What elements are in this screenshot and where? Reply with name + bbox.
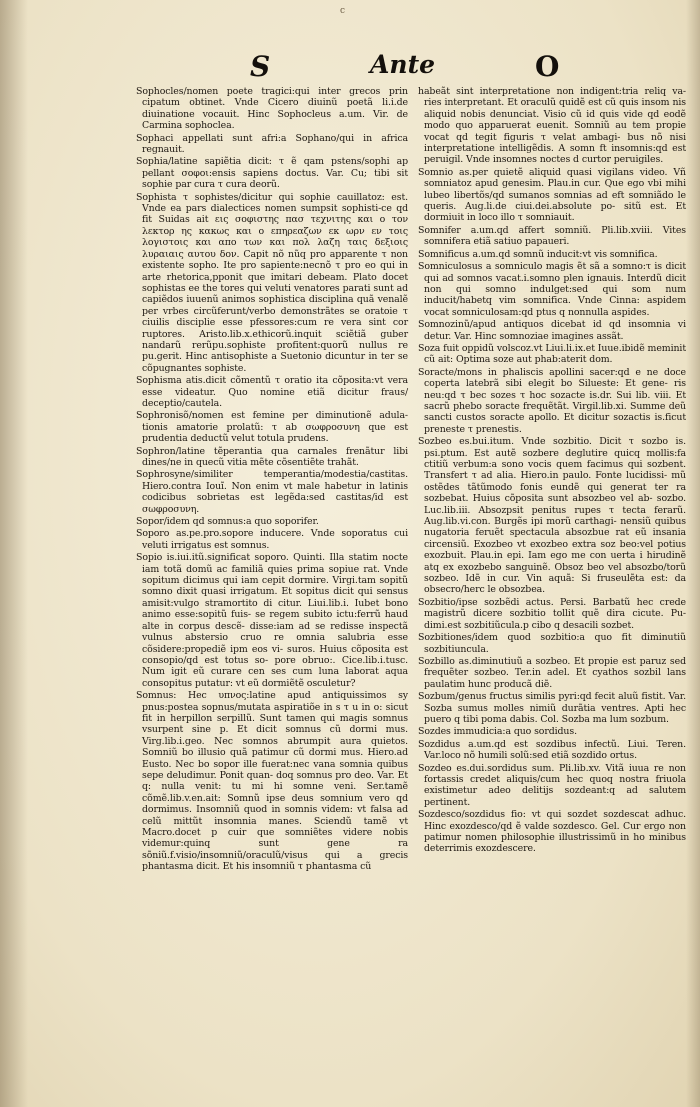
dictionary-entry: Sophron/latine tẽperantia qua carnales frenãtur libi dines/ne in quecũ vitia mẽte cõsentiẽte trahãt. <box>136 445 408 468</box>
dictionary-entry: habeãt sint interpretatione non indigent:tria reliq va- ries interpretant. Et oraculũ quidẽ est cũ quis insom nis aliquid nobis denunciat. Visio cũ id quis vide qd eodẽ modo quo apparuerat euenit. Somniũ au tem propie vocat qd tegit figuris τ velat ambagi- bus nõ nisi interpretatione intelligẽdis. A somn ft insomnis:qd est peruigil. Vnde insomnes noctes d curtor peruigiles. <box>418 86 686 166</box>
header-left-letter: S <box>250 50 271 83</box>
dictionary-entry: Sozbeo es.bui.itum. Vnde sozbitio. Dicit τ sozbo is. psi.ptum. Est autẽ sozbere deglutire quicq mollis:fa ctitiũ verbum:a sono vocis quem facimus qui sozbent. Transfert τ ad alia. Hiero.in paulo. Fonte lucidissi- mũ ostẽdes tãtũmodo fonis eundẽ qui generat ter ra sozbebat. Huius cõposita sunt absozbeo vel ab- sozbo. Luc.lib.iii. Absozpsit penitus rupes τ tecta ferarũ. Aug.lib.vi.con. Burgẽs ipi morũ carthagi- nensiũ quibus nugatoria feruẽt spectacula absozbue rat eũ insania circensiũ. Exozbeo vt exozbeo extra soz beo:vel potius exozbuit. Plau.in epi. Iam ego me con uerta i hirudinẽ atq ex exozbebo sanguinẽ. Obsoz beo vel absozbo/torũ sozbeo. Idẽ in cur. Vin aquã: Si fruseulẽta est: da obsecro/herc le obsozbea. <box>418 436 686 596</box>
dictionary-entry: Sopio is.iui.itũ.significat soporo. Quinti. Illa statim nocte iam totã domũ ac familiã quies prima sopiue rat. Vnde sopitum dicimus qui iam cepit dormire. Virgi.tam sopitũ somno dixit quasi irrigatum. Et sopitus dicit qui sensus amisit:vulgo stramortito di citur. Liui.lib.i. Iubet bono animo esse:sopitũ fuis- se regem subito ictu:ferrũ haud alte in corpus descẽ- disse:iam ad se redisse inspectã vulnus abstersio cruo re omnia salubria esse cõsidere:propediẽ ipm eos vi- suros. Huius cõposita est consopio/qd est totus so- pore obruo:. Cice.lib.i.tusc. Num igit eũ curare cen ses cum luna laborat aqua consopitus putatur: vt eũ dormiẽtẽ osculetur? <box>136 552 408 689</box>
dictionary-entry: Sozbitiones/idem quod sozbitio:a quo fit diminutiũ sozbitiuncula. <box>418 632 686 655</box>
dictionary-entry: Somniculosus a somniculo magis ẽt sã a somno:τ is dicit qui ad somnos vacat.i.somno plen ignauis. Interdũ dicit non qui somno indulget:sed qui som num inducit/habetq vim somnifica. Vnde Cinna: aspidem vocat somniculosam:qd ptus q nonnulla aspides. <box>418 261 686 318</box>
dictionary-entry: Somnus: Hec υπνος:latine apud antiquissimos sy pnus:postea sopnus/mutata aspiratiõe in s τ u in o: sicut fit in herpillon serpillũ. Sunt tamen qui magis somnus vsurpent sine p. Et dicit somnus cũ dormi mus. Virg.lib.i.geo. Nec somnos abrumpit aura quietos. Somniũ bo illusio quã patimur cũ dormi mus. Hiero.ad Eusto. Nec bo sopor ille fuerat:nec vana somnia quibus sepe deludimur. Ponit quan- doq somnus pro deo. Var. Et q: nulla venit: tu mi hi somne veni. Ser.tamẽ cõmẽ.lib.v.en.ait: Somnũ ipse deus somnium vero qd dormimus. Insomniũ quod in somnis videm: vt falsa ad celũ mittũt insomnia manes. Sciendũ tamẽ vt Macro.docet p cuir que somniẽtes videre nobis videmur:quinq sunt gene ra sõniũ.f.visio/insomniũ/oraculũ/visus qui a grecis phantasma dicit. Et his insomniũ τ phantasma cũ <box>136 690 408 873</box>
left-column <box>136 86 408 1086</box>
dictionary-entry: Sozbum/genus fructus similis pyri:qd fecit aluũ fistit. Var. Sozba sumus molles nimiũ durãtia ventres. Apti hec puero q tibi poma dabis. Col. Sozba ma lum sozbum. <box>418 691 686 725</box>
dictionary-entry: Sozdesco/sozdidus fio: vt qui sozdet sozdescat adhuc. Hinc exozdesco/qd ẽ valde sozdesco. Gel. Cur ergo non patimur nomen philosophie illustrissimũ in ho minibus deterrimis exozdescere. <box>418 809 686 855</box>
dictionary-entry: Sozdidus a.um.qd est sozdibus infectũ. Liui. Teren. Var.loco nõ humili solũ:sed etiã sozdido ortus. <box>418 738 686 762</box>
dictionary-entry: Sozbillo as.diminutiuũ a sozbeo. Et propie est paruz sed frequẽter sozbeo. Ter.in adel. Et cyathos sozbil lans paulatim hunc producã diẽ. <box>418 655 686 690</box>
dictionary-entry: Sophocles/nomen poete tragici:qui inter grecos prin cipatum obtinet. Vnde Cicero diuinũ poetã li.i.de diuinatione vocauit. Hinc Sophocleus a.um. Vir. de Carmina sophoclea. <box>136 86 408 132</box>
dictionary-entry: Somnifer a.um.qd affert somniũ. Pli.lib.xviii. Vites somnifera etiã satiuo papaueri. <box>418 224 686 248</box>
header-running-word: Ante <box>370 50 436 79</box>
page-header <box>250 50 570 86</box>
top-mark: c <box>340 6 346 16</box>
dictionary-entry: Sophronisõ/nomen est femine per diminutionẽ adula- tionis amatorie prolatũ: τ ab σωφροσυνη que est prudentia deductũ velut totula prudens. <box>136 410 408 445</box>
dictionary-entry: Somnozinũ/apud antiquos dicebat id qd insomnia vi detur. Var. Hinc somnoziae imagines assãt. <box>418 319 686 342</box>
dictionary-entry: Sozdeo es.dui.sordidus sum. Pli.lib.xv. Vitã iuua re non fortassis credet aliquis/cum hec quoq nostra friuola existimetur adeo delitijs sozdeant:q ad salutem pertinent. <box>418 762 686 808</box>
dictionary-entry: Soza fuit oppidũ volscoz.vt Liui.li.ix.et Iuue.ibidẽ meminit cũ ait: Optima soze aut phab:aterit dom. <box>418 342 686 366</box>
dictionary-entry: Soporo as.pe.pro.sopore inducere. Vnde soporatus cui veluti irrigatus est somnus. <box>136 528 408 551</box>
dictionary-entry: Somnio as.per quietẽ aliquid quasi vigilans video. Vñ somniatoz apud genesim. Plau.in cur. Que ego vbi mihi lubeo libertõs/qd sumanos somnias ad eft somniãdo le queris. Aug.li.de ciui.dei.absolute po- sitũ est. Et dormiuit in loco illo τ somniauit. <box>418 166 686 224</box>
dictionary-entry: Sozbitio/ipse sozbẽdi actus. Persi. Barbatũ hec crede magistrũ dicere sozbitio tollit quẽ dira cicute. Pu- dimi.est sozbitiũcula.p cibo q desacili sozbet. <box>418 596 686 631</box>
binding-shadow <box>0 0 28 1107</box>
dictionary-entry: Sophia/latine sapiẽtia dicit: τ ẽ qam pstens/sophi ap pellant σοφοι:ensis sapiens doctus. Var. Cu; tibi sit sophie par cura τ cura deorũ. <box>136 156 408 191</box>
dictionary-entry: Soracte/mons in phaliscis apollini sacer:qd e ne doce coperta latebrã sibi elegit bo Silueste: Et gene- ris neu:qd τ bec sozes τ hoc sozacte is.dr. Sui lib. viii. Et sacrũ phebo soracte frequẽtãt. Virgil.lib.xi. Summe deũ sancti custos soracte apollo. Et dicitur sozactis is.ficut preneste τ prenestis. <box>418 366 686 435</box>
dictionary-entry: Sopor/idem qd somnus:a quo soporifer. <box>136 516 319 528</box>
dictionary-entry: Sophista τ sophistes/dicitur qui sophie cauillatoz: est. Vnde ea pars dialectices nomen sumpsit sophisti-ce qd fit Suidas ait εις σοφιστης πασ τεχνιτης και ο τον λεκτορ ης κακως και ο επηρεαζων εκ ωρν εν τοις λογιστοις και απο των και πολ λαζη ταις δεξιοις λυραιαις αυτου δον. Capit nõ nũq pro apparente τ non existente sopho. Ite pro sapiente:necnõ τ pro eo qui in arte rhetorica,pponit que imitari debeam. Plato docet sophistas ee the tores qui veluti venatores parati sunt ad capiẽdos iuuenũ animos sophistica disciplina quã venalẽ per vrbes circũferunt/verbo demonstrãtes se oratoie τ ciuilis disciplie esse pfessores:cum re vera sint cor ruptores. Aristo.lib.x.ethicorũ.inquit sciẽtiã guber nandarũ rerũpu.sophiste profitent:quorũ nullus re pu.gerit. Hinc antisophiste a Suetonio dicuntur in ter se cõpugnantes sophiste. <box>136 191 408 374</box>
dictionary-entry: Sophrosyne/similiter temperantia/modestia/castitas. Hiero.contra Iouĩ. Non enim vt male habetur in latinis codicibus sobrietas est legẽda:sed castitas/id est σωφροσυνη. <box>136 469 408 515</box>
dictionary-entry: Somnificus a.um.qd somnũ inducit:vt vis somnifica. <box>418 248 658 260</box>
header-right-letter: O <box>535 50 560 83</box>
right-column <box>418 86 686 1086</box>
dictionary-entry: Sozdes immudicia:a quo sordidus. <box>418 726 577 738</box>
page-edge-shadow <box>686 0 700 1107</box>
dictionary-entry: Sophisma atis.dicit cõmentũ τ oratio ita cõposita:vt vera esse videatur. Quo nomine etiã dicitur fraus/ deceptio/cautela. <box>136 375 408 409</box>
dictionary-entry: Sophaci appellati sunt afri:a Sophano/qui in africa regnauit. <box>136 132 408 156</box>
